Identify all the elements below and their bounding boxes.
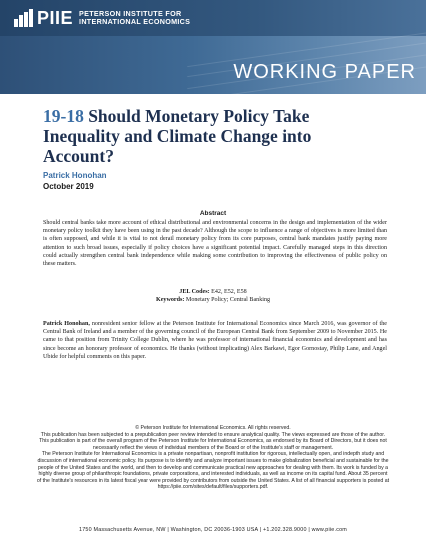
header-banner [0,0,426,94]
paper-title-text: Should Monetary Policy Take Inequality and Climate Change into Account? [43,106,312,166]
bio-author-name: Patrick Honohan, [43,321,90,327]
institute-name [79,10,190,27]
working-paper-label: WORKING PAPER [233,61,416,83]
abstract-heading: Abstract [199,210,227,217]
author-name: Patrick Honohan [43,171,107,180]
institute-description: The Peterson Institute for International Economics is a private nonpartisan, nonprofit institution for rigorous, intellectually open, and indepth study and discussion of international economic policy. Its purpose is to identify and analyze important issues to make globalization beneficial and sustainable for the people of the United States and the world, and then to develop and communicate practical new approaches for dealing with them. Its work is funded by a highly diverse group of philanthropic foundations, private corporations, and interested individuals, as well as income on its capital fund. About 35 percent of the Institute's resources in its latest fiscal year were provided by contributors from outside the United States. A list of all financial supporters is posted at https://piie.com/sites/default/files/supporters.pdf. [36,451,390,491]
copyright-notice: © Peterson Institute for International Economics. All rights reserved. [135,425,291,431]
paper-title [43,106,383,166]
publication-date: October 2019 [43,182,94,191]
author-bio [43,320,387,361]
keywords-label: Keywords: [155,297,185,303]
piie-logo[interactable] [14,9,190,27]
keywords [0,296,426,304]
footer-notice [36,425,390,491]
jel-codes [0,288,426,296]
review-disclaimer: This publication has been subjected to a prepublication peer review intended to ensure analytical quality. The views expressed are those of the author. This publication is part of the overall program of the Peterson Institute for International Economics, as endorsed by its Board of Directors, but it does not necessarily reflect the views of individual members of the Board or of the Institute's staff or management. [39,431,387,451]
institute-name-line1: PETERSON INSTITUTE FOR [79,8,182,18]
institute-address: 1750 Massachusetts Avenue, NW | Washington, DC 20036-1903 USA | +1.202.328.9000 | www.piie.com [79,527,347,533]
jel-codes-value: E42, E52, E58 [211,289,247,295]
paper-number: 19-18 [43,106,84,126]
institute-name-line2: INTERNATIONAL ECONOMICS [79,17,191,26]
jel-codes-label: JEL Codes: [179,289,210,295]
logo-word: PIIE [37,8,74,28]
keywords-value: Monetary Policy; Central Banking [185,297,271,303]
bar-chart-logo-icon [14,9,34,27]
bio-text: nonresident senior fellow at the Peterson Institute for International Economics since March 2016, was governor of the Central Bank of Ireland and a member of the governing council of the European Central Bank from September 2009 to November 2015. He came to that position from Trinity College Dublin, where he was professor of international financial economics and development and has since become an honorary professor of economics. He thanks (without implicating) Alex Barkawi, Egor Gornostay, Philip Lane, and Angel Ubide for helpful comments on this paper. [43,321,387,360]
abstract-text: Should central banks take more account of ethical distributional and environmental concerns in the design and implementation of the wider monetary policy toolkit they have been using in the past decade? Although the scope to influence a range of objectives is more limited than is often supposed, and while it is vital to not derail monetary policy from its core purposes, central bank mandates justify paying more attention to such broad issues, especially if policy choices have a significant potential impact. Carefully managed steps in this direction could actually strengthen central bank independence while making some contribution to improving the effectiveness of public policy on these matters. [43,220,387,268]
